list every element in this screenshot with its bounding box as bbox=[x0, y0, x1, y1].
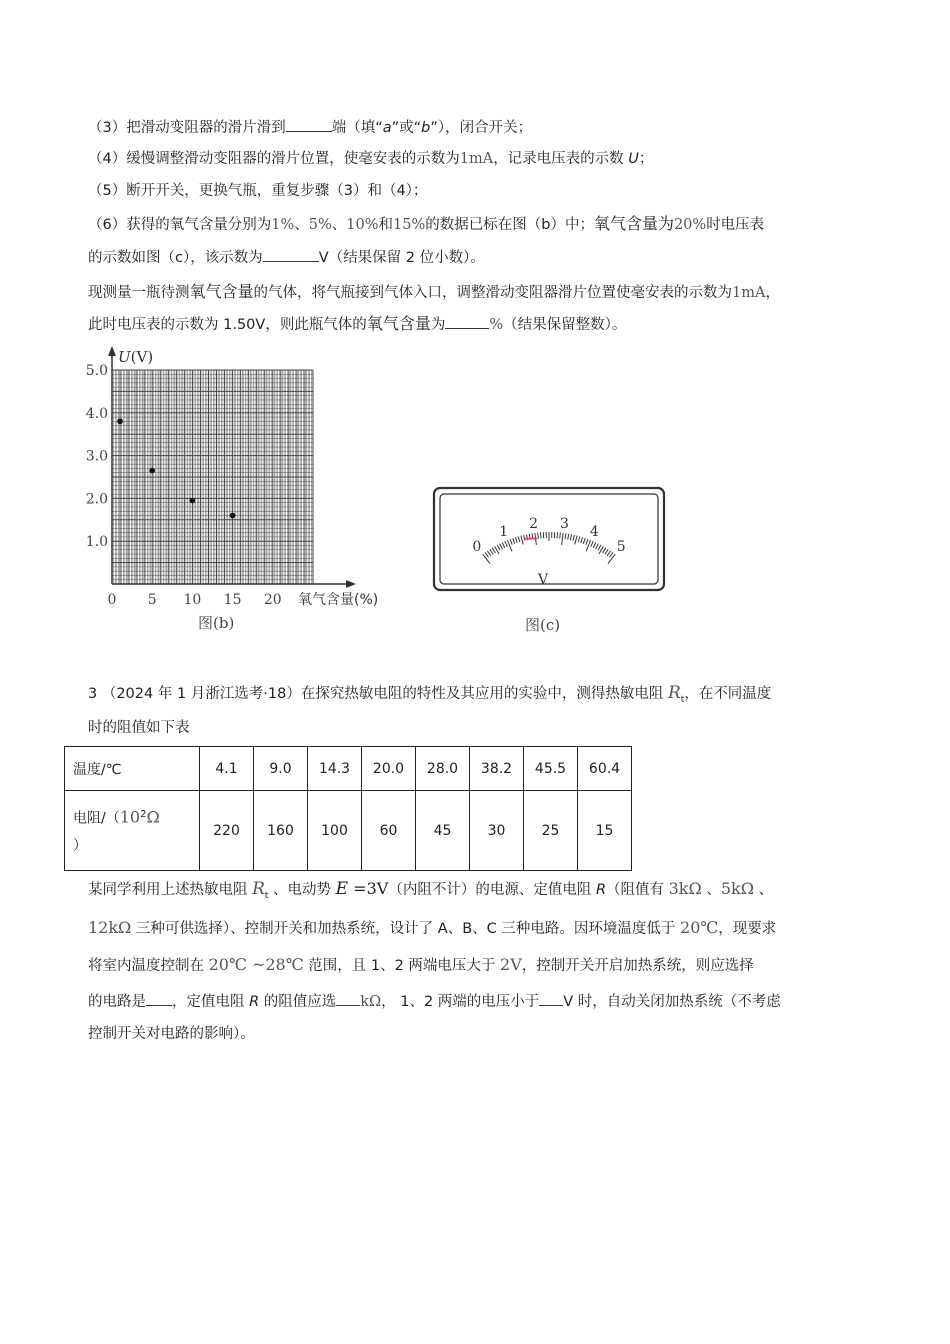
meter-tick bbox=[575, 536, 577, 545]
meter-tick bbox=[562, 533, 564, 545]
line-measure-cont bbox=[88, 314, 626, 335]
text: 时的阻值如下表 bbox=[88, 720, 190, 736]
meter-tick bbox=[502, 542, 505, 547]
table-cell: 60 bbox=[362, 791, 416, 871]
figure-b-chart bbox=[80, 342, 410, 637]
meter-tick bbox=[603, 548, 606, 553]
meter-scale-label: 3 bbox=[559, 515, 569, 532]
text: 时电压表 bbox=[706, 217, 765, 233]
y-tick-labels bbox=[86, 363, 108, 550]
text: a bbox=[382, 120, 392, 136]
text: 5% bbox=[308, 217, 332, 233]
meter-scale-label: 1 bbox=[499, 523, 509, 540]
meter-tick bbox=[581, 537, 583, 543]
y-tick-label: 4.0 bbox=[85, 405, 108, 422]
meter-tick bbox=[505, 541, 507, 546]
x-tick-label: 5 bbox=[147, 592, 157, 608]
answer-blank[interactable] bbox=[263, 247, 319, 262]
text: 此时电压表的示数为 1.50V，则此瓶气体的 bbox=[88, 317, 367, 333]
paragraph-line-3: 将室内温度控制在 20℃ ~28℃ 范围，且 1、2 两端电压大于 2V，控制开关开启加热系统，则应选择 bbox=[88, 955, 754, 974]
text: 的气体，将气瓶接到气体入口，调整滑动变阻器滑片位置使毫安表的示数为 bbox=[253, 285, 733, 301]
text: ”或“ bbox=[391, 120, 422, 136]
text: 20% bbox=[673, 217, 707, 233]
meter-tick bbox=[513, 538, 515, 544]
text: 氧气含量为 bbox=[593, 214, 674, 233]
text: % bbox=[489, 317, 504, 333]
line-measure bbox=[88, 282, 780, 303]
text: ，在不同温度 bbox=[684, 686, 772, 702]
table-row-temperature bbox=[65, 747, 632, 791]
chart-axes bbox=[108, 346, 356, 588]
answer-blank[interactable] bbox=[336, 991, 360, 1006]
meter-tick bbox=[521, 536, 523, 545]
meter-tick bbox=[608, 554, 615, 564]
text: 1% bbox=[271, 217, 295, 233]
text: （5）断开开关，更换气瓶，重复步骤（3）和（4）； bbox=[88, 183, 428, 199]
meter-tick bbox=[515, 537, 517, 543]
meter-tick bbox=[598, 545, 601, 550]
meter-tick bbox=[492, 548, 495, 553]
text: 端（填“ bbox=[331, 120, 383, 136]
meter-tick bbox=[485, 552, 488, 557]
meter-tick bbox=[607, 551, 610, 556]
meter-tick bbox=[609, 552, 612, 557]
meter-tick bbox=[518, 536, 520, 542]
text: （结果保留整数）。 bbox=[503, 317, 627, 333]
table-cell: 30 bbox=[470, 791, 524, 871]
meter-tick bbox=[497, 545, 500, 550]
resistance-table bbox=[64, 746, 632, 871]
y-tick-label: 2.0 bbox=[85, 491, 108, 508]
table-cell: 60.4 bbox=[578, 747, 632, 791]
answer-blank[interactable] bbox=[146, 991, 172, 1006]
text: 1mA bbox=[459, 151, 494, 167]
question-3-stem-cont bbox=[88, 718, 190, 738]
y-tick-label: 3.0 bbox=[85, 448, 108, 465]
data-point bbox=[117, 419, 123, 425]
meter-unit-label: V bbox=[538, 572, 549, 588]
meter-tick bbox=[591, 541, 593, 546]
meter-scale-label: 2 bbox=[529, 515, 539, 532]
table-cell: 100 bbox=[308, 791, 362, 871]
line-step6-cont bbox=[88, 247, 485, 268]
paragraph-line-5: 控制开关对电路的影响）。 bbox=[88, 1026, 255, 1042]
meter-tick bbox=[578, 536, 580, 542]
meter-tick bbox=[490, 549, 493, 554]
meter-tick bbox=[524, 535, 525, 541]
text: b bbox=[421, 120, 431, 136]
text: 氧气含量 bbox=[189, 282, 254, 301]
meter-tick bbox=[605, 549, 608, 554]
text: t bbox=[680, 694, 685, 705]
text: （4）缓慢调整滑动变阻器的滑片位置，使毫安表的示数为 bbox=[88, 151, 460, 167]
meter-tick bbox=[565, 533, 566, 539]
meter-scale-label: 4 bbox=[589, 523, 599, 540]
text: R bbox=[667, 683, 681, 703]
text: 现测量一瓶待测 bbox=[88, 285, 190, 301]
meter-tick bbox=[487, 551, 490, 556]
text: 10% bbox=[346, 217, 379, 233]
meter-scale-label: 0 bbox=[472, 539, 482, 556]
text: 15% bbox=[393, 217, 426, 233]
answer-blank[interactable] bbox=[286, 117, 332, 132]
y-axis-arrow bbox=[108, 346, 116, 356]
table-cell: 45 bbox=[416, 791, 470, 871]
y-axis-label: U(V) bbox=[118, 348, 154, 366]
figure-c-caption: 图(c) bbox=[525, 616, 561, 634]
x-tick-label: 20 bbox=[263, 592, 282, 608]
meter-tick bbox=[586, 539, 588, 545]
text: 3 （2024 年 1 月浙江选考·18）在探究热敏电阻的特性及其应用的实验中，测得热敏电阻 bbox=[88, 686, 668, 702]
line-step3 bbox=[88, 117, 532, 138]
text: 、 bbox=[331, 217, 347, 233]
text: 和 bbox=[378, 217, 393, 233]
x-tick-label: 0 bbox=[107, 592, 117, 608]
table-cell: 14.3 bbox=[308, 747, 362, 791]
meter-tick bbox=[510, 539, 512, 545]
chart-grid bbox=[112, 370, 313, 584]
paragraph-line-2: 12kΩ 三种可供选择）、控制开关和加热系统，设计了 A、B、C 三种电路。因环境温度低于 20℃，现要求 bbox=[88, 918, 777, 937]
meter-tick bbox=[538, 533, 539, 539]
answer-blank[interactable] bbox=[539, 991, 563, 1006]
table-cell: 4.1 bbox=[200, 747, 254, 791]
paragraph-line-1: 某同学利用上述热敏电阻 $R_t$ 、电动势 E =3V（内阻不计）的电源、定值电阻 R（阻值有 3kΩ 、5kΩ 、 bbox=[88, 879, 774, 901]
meter-tick bbox=[573, 535, 574, 541]
meter-tick bbox=[570, 534, 571, 540]
text: ； bbox=[638, 151, 654, 167]
x-axis-label: 氧气含量(%) bbox=[298, 592, 379, 608]
table-cell: 160 bbox=[254, 791, 308, 871]
table-header-temperature: 温度/℃ bbox=[65, 747, 200, 791]
text: 为 bbox=[430, 317, 446, 333]
x-axis-arrow bbox=[346, 580, 356, 588]
line-step4 bbox=[88, 149, 653, 169]
text: 的示数如图（c），该示数为 bbox=[88, 250, 263, 266]
paragraph-line-4: 的电路是 ，定值电阻 R 的阻值应选 kΩ， 1、2 两端的电压小于 V 时，自动关闭加热系统（不考虑 bbox=[88, 991, 781, 1012]
meter-tick bbox=[593, 542, 596, 547]
text: （6）获得的氧气含量分别为 bbox=[88, 217, 272, 233]
x-tick-label: 15 bbox=[223, 592, 242, 608]
meter-tick bbox=[483, 554, 490, 564]
text: 的数据已标在图（b）中； bbox=[425, 217, 594, 233]
line-step6 bbox=[88, 214, 764, 235]
question-3-stem bbox=[88, 683, 771, 710]
table-cell: 28.0 bbox=[416, 747, 470, 791]
table-cell: 38.2 bbox=[470, 747, 524, 791]
figure-b-caption: 图(b) bbox=[198, 614, 235, 632]
table-cell: 220 bbox=[200, 791, 254, 871]
table-cell: 9.0 bbox=[254, 747, 308, 791]
text: V（结果保留 2 位小数）。 bbox=[318, 250, 485, 266]
figure-c-voltmeter bbox=[428, 480, 673, 640]
text: ”），闭合开关； bbox=[430, 120, 533, 136]
meter-tick bbox=[596, 544, 599, 549]
answer-blank[interactable] bbox=[445, 314, 489, 329]
text: ， bbox=[765, 285, 780, 301]
table-cell: 25 bbox=[524, 791, 578, 871]
meter-scale-label: 5 bbox=[616, 539, 626, 556]
line-step5 bbox=[88, 181, 427, 201]
text: 1mA bbox=[732, 285, 766, 301]
text: 、 bbox=[294, 217, 309, 233]
data-point bbox=[230, 513, 236, 519]
table-cell: 20.0 bbox=[362, 747, 416, 791]
text: 氧气含量 bbox=[366, 314, 431, 333]
x-tick-labels bbox=[108, 592, 282, 608]
meter-tick bbox=[568, 534, 569, 540]
meter-tick bbox=[583, 538, 585, 544]
text: U bbox=[628, 151, 639, 167]
text: （3）把滑动变阻器的滑片滑到 bbox=[88, 120, 286, 136]
x-tick-label: 10 bbox=[183, 592, 202, 608]
y-tick-label: 1.0 bbox=[85, 534, 108, 551]
meter-tick bbox=[500, 544, 503, 549]
table-row-resistance bbox=[65, 791, 632, 871]
table-header-resistance: 电阻$/(10^2\Omega$ ） bbox=[65, 791, 200, 871]
text: ，记录电压表的示数 bbox=[493, 151, 629, 167]
data-point bbox=[149, 468, 155, 474]
meter-tick bbox=[560, 533, 561, 539]
table-cell: 15 bbox=[578, 791, 632, 871]
table-cell: 45.5 bbox=[524, 747, 578, 791]
y-tick-label: 5.0 bbox=[85, 363, 108, 379]
data-point bbox=[190, 498, 196, 504]
